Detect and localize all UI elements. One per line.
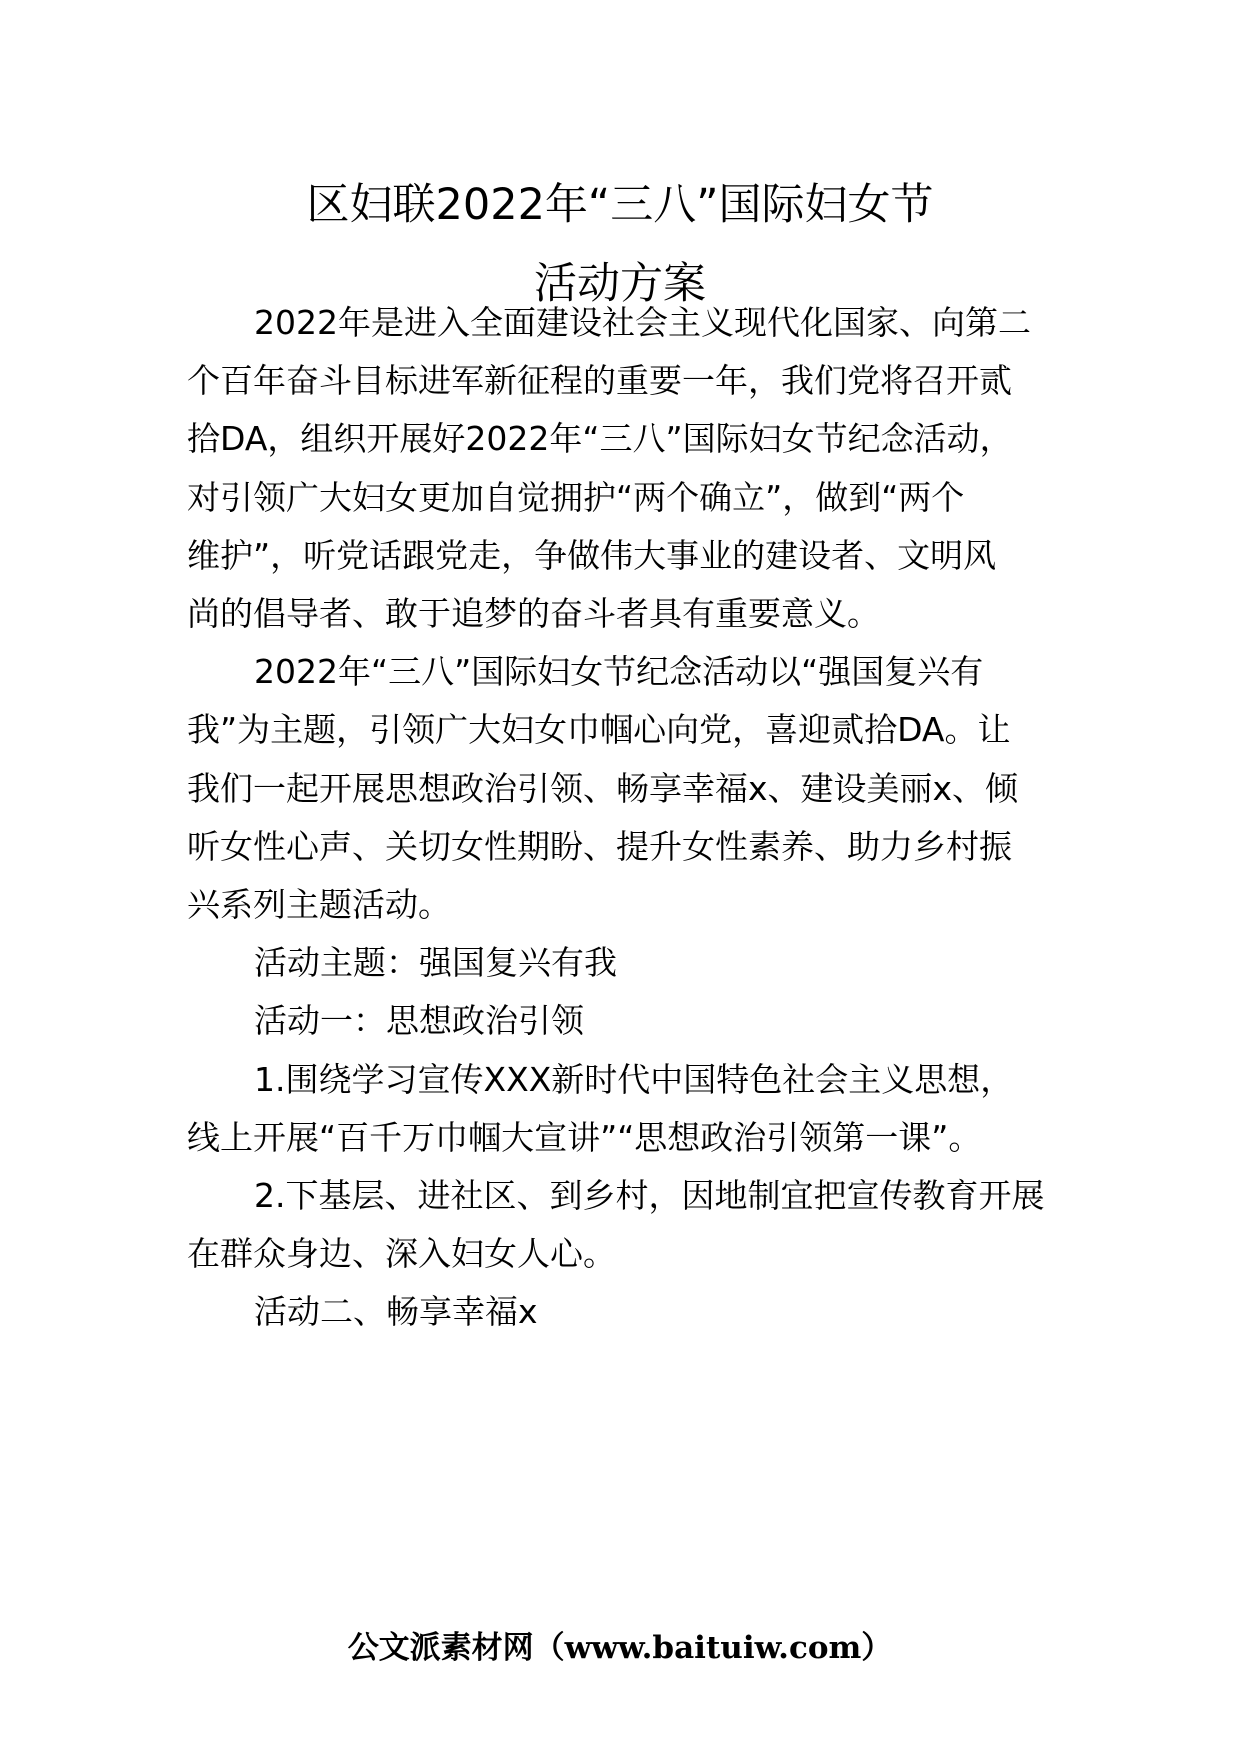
body-line: 线上开展“百千万巾帼大宣讲”“思想政治引领第一课”。 [187, 1118, 982, 1157]
body-line: 活动一：思想政治引领 [254, 1001, 584, 1040]
body-line: 维护”，听党话跟党走，争做伟大事业的建设者、文明风 [187, 536, 997, 575]
footer-watermark: 公文派素材网（www.baituiw.com） [347, 1630, 893, 1666]
body-line: 活动二、畅享幸福x [254, 1292, 538, 1331]
document-title-line-2: 活动方案 [534, 259, 706, 309]
body-line: 听女性心声、关切女性期盼、提升女性素养、助力乡村振 [187, 827, 1012, 866]
body-line: 个百年奋斗目标进军新征程的重要一年，我们党将召开贰 [187, 361, 1012, 400]
body-line: 活动主题：强国复兴有我 [254, 943, 617, 982]
body-line: 1.围绕学习宣传XXX新时代中国特色社会主义思想， [254, 1060, 1014, 1099]
body-line: 我”为主题，引领广大妇女巾帼心向党，喜迎贰拾DA。让 [187, 710, 1011, 749]
document-title-line-1: 区妇联2022年“三八”国际妇女节 [306, 180, 934, 230]
body-line: 我们一起开展思想政治引领、畅享幸福x、建设美丽x、倾 [187, 769, 1019, 808]
body-line: 在群众身边、深入妇女人心。 [187, 1234, 616, 1273]
body-line: 对引领广大妇女更加自觉拥护“两个确立”，做到“两个 [187, 478, 965, 517]
body-line: 2022年“三八”国际妇女节纪念活动以“强国复兴有 [254, 652, 984, 691]
body-line: 2.下基层、进社区、到乡村，因地制宜把宣传教育开展 [254, 1176, 1045, 1215]
body-line: 尚的倡导者、敢于追梦的奋斗者具有重要意义。 [187, 594, 880, 633]
body-line: 兴系列主题活动。 [187, 885, 451, 924]
body-line: 2022年是进入全面建设社会主义现代化国家、向第二 [254, 303, 1031, 342]
body-line: 拾DA，组织开展好2022年“三八”国际妇女节纪念活动， [187, 419, 1013, 458]
